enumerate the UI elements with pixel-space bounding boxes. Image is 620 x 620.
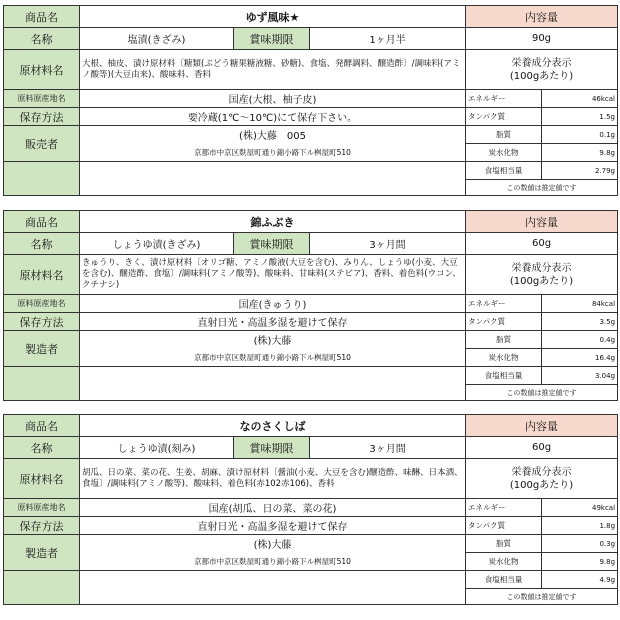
storage-label: 保存方法 (4, 517, 80, 535)
nutrition-value: 1.8g (542, 517, 618, 535)
label-table-1 (3, 5, 618, 196)
ingredients-label: 原材料名 (4, 459, 80, 499)
best-before-label: 賞味期限 (234, 233, 310, 255)
blank-area (80, 367, 466, 401)
best-before: 1ヶ月半 (310, 28, 466, 50)
blank-cell (4, 571, 80, 605)
nutrition-label: 食塩相当量 (466, 162, 542, 180)
nutrition-label: 炭水化物 (466, 349, 542, 367)
content-amount: 60g (466, 437, 618, 459)
nutrition-label: 炭水化物 (466, 553, 542, 571)
nutrition-label: タンパク質 (466, 517, 542, 535)
nutrition-heading (466, 459, 618, 499)
nutrition-value: 46kcal (542, 90, 618, 108)
origin-label: 原料原産地名 (4, 90, 80, 108)
company-name: (株)大藤 (80, 535, 466, 553)
seller-label: 製造者 (4, 331, 80, 367)
nutrition-value: 84kcal (542, 295, 618, 313)
content-amount: 90g (466, 28, 618, 50)
nutrition-title: 栄養成分表示 (511, 466, 572, 478)
content-label: 内容量 (466, 6, 618, 28)
estimate-note: この数値は推定値です (466, 180, 618, 196)
label-table-2 (3, 210, 618, 401)
blank-cell (4, 162, 80, 196)
best-before: 3ヶ月間 (310, 437, 466, 459)
estimate-note: この数値は推定値です (466, 589, 618, 605)
nutrition-value: 9.8g (542, 553, 618, 571)
product-name: ゆず風味★ (80, 6, 466, 28)
product-type: しょうゆ漬(きざみ) (80, 233, 234, 255)
name-label: 名称 (4, 437, 80, 459)
product-type: 塩漬(きざみ) (80, 28, 234, 50)
origin: 国産(大根、柚子皮) (80, 90, 466, 108)
nutrition-value: 0.1g (542, 126, 618, 144)
origin: 国産(胡瓜、日の菜、菜の花) (80, 499, 466, 517)
nutrition-value: 1.5g (542, 108, 618, 126)
origin-label: 原料原産地名 (4, 499, 80, 517)
nutrition-value: 16.4g (542, 349, 618, 367)
company-address: 京都市中京区麩屋町通り錦小路下ル桝屋町510 (80, 144, 466, 162)
company-name: (株)大藤 (80, 331, 466, 349)
product-name: なのさくしば (80, 415, 466, 437)
nutrition-label: エネルギー (466, 499, 542, 517)
best-before-label: 賞味期限 (234, 437, 310, 459)
label-table-3 (3, 414, 618, 605)
nutrition-subtitle: (100gあたり) (509, 70, 574, 82)
nutrition-title: 栄養成分表示 (511, 262, 572, 274)
content-label: 内容量 (466, 211, 618, 233)
nutrition-label: タンパク質 (466, 108, 542, 126)
nutrition-label: 食塩相当量 (466, 571, 542, 589)
nutrition-label: エネルギー (466, 90, 542, 108)
nutrition-value: 3.5g (542, 313, 618, 331)
blank-area (80, 571, 466, 605)
company-address: 京都市中京区麩屋町通り錦小路下ル桝屋町510 (80, 349, 466, 367)
origin: 国産(きゅうり) (80, 295, 466, 313)
nutrition-value: 49kcal (542, 499, 618, 517)
estimate-note: この数値は推定値です (466, 385, 618, 401)
seller-label: 製造者 (4, 535, 80, 571)
nutrition-label: 脂質 (466, 126, 542, 144)
nutrition-title: 栄養成分表示 (511, 57, 572, 69)
storage-method: 直射日光・高温多湿を避けて保存 (80, 313, 466, 331)
nutrition-label: 食塩相当量 (466, 367, 542, 385)
product-name-label: 商品名 (4, 211, 80, 233)
blank-area (80, 162, 466, 196)
content-amount: 60g (466, 233, 618, 255)
ingredients: 大根、柚皮、漬け原材料〔糖類(ぶどう糖果糖液糖、砂糖)、食塩、発酵調料、醸造酢〕/調味料(アミノ酸等)(大豆由来)、酸味料、香料 (80, 50, 466, 90)
name-label: 名称 (4, 28, 80, 50)
nutrition-heading (466, 50, 618, 90)
nutrition-value: 4.9g (542, 571, 618, 589)
ingredients-label: 原材料名 (4, 50, 80, 90)
blank-cell (4, 367, 80, 401)
nutrition-label: タンパク質 (466, 313, 542, 331)
nutrition-value: 9.8g (542, 144, 618, 162)
nutrition-label: エネルギー (466, 295, 542, 313)
seller-label: 販売者 (4, 126, 80, 162)
ingredients: きゅうり、きく、漬け原材料〔オリゴ糖、アミノ酸液(大豆を含む)、みりん、しょうゆ(小麦、大豆を含む)、醸造酢、食塩〕/調味料(アミノ酸等)、酸味料、甘味料(ステビア)、香料、着色料(ウコン、クチナシ) (80, 255, 466, 295)
best-before: 3ヶ月間 (310, 233, 466, 255)
company-name: (株)大藤 005 (80, 126, 466, 144)
storage-method: 直射日光・高温多湿を避けて保存 (80, 517, 466, 535)
product-name: 錦ふぶき (80, 211, 466, 233)
product-type: しょうゆ漬(刻み) (80, 437, 234, 459)
ingredients: 胡瓜、日の菜、菜の花、生姜、胡麻、漬け原材料〔醤油(小麦、大豆を含む)醸造酢、味醂、日本酒、食塩〕/調味料(アミノ酸等)、酸味料、着色料(赤102赤106)、香料 (80, 459, 466, 499)
content-label: 内容量 (466, 415, 618, 437)
nutrition-value: 3.04g (542, 367, 618, 385)
nutrition-subtitle: (100gあたり) (509, 275, 574, 287)
nutrition-value: 2.79g (542, 162, 618, 180)
nutrition-label: 炭水化物 (466, 144, 542, 162)
nutrition-value: 0.3g (542, 535, 618, 553)
name-label: 名称 (4, 233, 80, 255)
storage-label: 保存方法 (4, 313, 80, 331)
ingredients-label: 原材料名 (4, 255, 80, 295)
nutrition-heading (466, 255, 618, 295)
best-before-label: 賞味期限 (234, 28, 310, 50)
storage-label: 保存方法 (4, 108, 80, 126)
nutrition-label: 脂質 (466, 331, 542, 349)
company-address: 京都市中京区麩屋町通り錦小路下ル桝屋町510 (80, 553, 466, 571)
nutrition-value: 0.4g (542, 331, 618, 349)
storage-method: 要冷蔵(1℃〜10℃)にて保存下さい。 (80, 108, 466, 126)
product-name-label: 商品名 (4, 6, 80, 28)
origin-label: 原料原産地名 (4, 295, 80, 313)
nutrition-label: 脂質 (466, 535, 542, 553)
nutrition-subtitle: (100gあたり) (509, 479, 574, 491)
product-name-label: 商品名 (4, 415, 80, 437)
